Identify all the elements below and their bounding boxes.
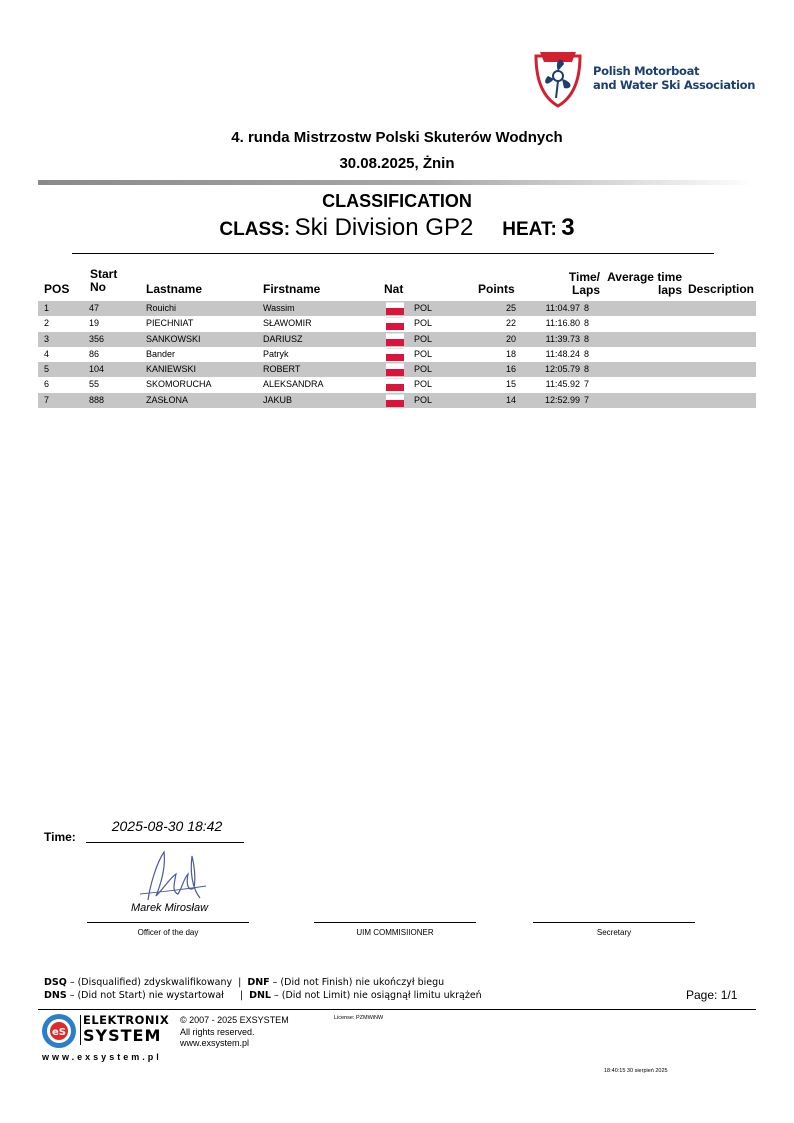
officer-sign-line [87,922,249,923]
cell-start: 888 [89,394,105,405]
header-time-laps [540,271,600,297]
cell-points: 25 [505,303,516,313]
legend-dns-code: DNS [44,990,67,1001]
cell-points: 15 [505,379,516,390]
cell-nat: POL [414,394,433,405]
header-divider [38,180,756,185]
brand-divider [80,1015,81,1045]
signature-graphic [130,848,210,908]
cell-laps: 8 [584,348,590,359]
association-logo [528,48,756,108]
officer-caption: Officer of the day [137,928,199,937]
poland-flag-icon [386,394,404,407]
header-pos: POS [44,282,70,296]
cell-pos: 7 [44,394,50,405]
class-line [0,214,794,242]
cell-laps: 8 [584,318,590,329]
cell-nat: POL [414,348,433,359]
results-table [38,301,756,408]
cell-firstname: DARIUSZ [263,333,303,344]
cell-time: 11:16.80 [545,318,580,329]
table-row [38,362,756,377]
brand-line2: SYSTEM [83,1026,162,1045]
legend-dnf-text: – (Did not Finish) nie ukończył biegu [269,977,445,988]
legend-dnl-code: DNL [249,990,271,1001]
poland-flag-icon [386,333,404,346]
cell-firstname: JAKUB [263,394,293,405]
header-firstname: Firstname [263,282,321,296]
legend-line1: DSQ – (Disqualified) zdyskwalifikowany | DNF – (Did not Finish) nie ukończył biegu [44,977,445,988]
officer-name: Marek Mirosław [131,902,209,914]
brand-line1: ELEKTRONIX [83,1013,170,1027]
event-title: 4. runda Mistrzostw Polski Skuterów Wodnych [231,129,563,146]
poland-flag-icon [386,317,404,330]
cell-start: 47 [89,303,100,313]
cell-firstname: ROBERT [263,364,301,375]
cell-points: 14 [505,394,516,405]
header-start [90,268,117,294]
cell-firstname: SŁAWOMIR [263,318,312,329]
cell-start: 19 [89,318,100,329]
cell-laps: 7 [584,394,590,405]
cell-start: 86 [89,348,100,359]
cell-firstname: Wassim [263,303,295,313]
legend-dnf-code: DNF [247,977,270,988]
secretary-caption: Secretary [596,928,632,937]
footer-divider [38,1009,756,1010]
header-average-line1: Average time [607,270,682,284]
cell-lastname: SANKOWSKI [146,333,201,344]
class-label: CLASS: [219,219,291,240]
header-nat: Nat [384,282,404,296]
cell-points: 16 [505,364,516,375]
time-underline [86,842,244,843]
cell-time: 12:52.99 [544,394,580,405]
time-value: 2025-08-30 18:42 [111,818,223,834]
svg-text:eS: eS [52,1027,66,1038]
poland-flag-icon [386,378,404,391]
cell-nat: POL [414,364,433,375]
legend-line2: DNS – (Did not Start) nie wystartował | DNL – (Did not Limit) nie osiągnął limitu ukrążeń [44,990,482,1001]
cell-firstname: Patryk [263,348,289,359]
cell-lastname: KANIEWSKI [146,364,197,375]
uim-caption: UIM COMMISIIONER [356,928,434,937]
print-timestamp: 18:40:15 30 sierpień 2025 [604,1068,668,1074]
header-average-line2: laps [657,283,682,297]
cell-pos: 4 [44,348,50,359]
cell-start: 55 [89,379,100,390]
table-row [38,377,756,392]
cell-pos: 1 [44,303,50,313]
propeller-shield-icon [528,48,588,108]
cell-laps: 7 [584,379,590,390]
cell-laps: 8 [584,303,590,313]
cell-lastname: SKOMORUCHA [146,379,212,390]
cell-time: 12:05.79 [544,364,580,375]
cell-firstname: ALEKSANDRA [263,379,324,390]
table-row [38,332,756,347]
secretary-sign-line [533,922,695,923]
classification-heading: CLASSIFICATION [322,191,472,211]
cell-nat: POL [414,303,433,313]
copyright: © 2007 - 2025 EXSYSTEM [180,1015,289,1025]
cell-time: 11:48.24 [545,348,580,359]
title-separator [72,253,714,254]
legend-dsq-text: – (Disqualified) zdyskwalifikowany [66,977,233,988]
cell-lastname: Bander [146,348,176,359]
cell-pos: 5 [44,364,50,375]
cell-pos: 6 [44,379,50,390]
association-name-line1: Polish Motorboat [593,64,700,78]
heat-value: 3 [561,214,575,241]
time-label: Time: [44,830,76,844]
cell-points: 20 [505,333,516,344]
cell-lastname: ZASŁONA [146,394,189,405]
header-average [600,271,682,297]
site-link: www.exsystem.pl [180,1038,250,1048]
cell-points: 18 [505,348,516,359]
header-time-line2: Laps [571,283,600,297]
heat-label: HEAT: [502,219,557,240]
table-row [38,347,756,362]
legend-dns-text: – (Did not Start) nie wystartował [66,990,224,1001]
poland-flag-icon [386,348,404,361]
uim-sign-line [314,922,476,923]
table-row [38,301,756,316]
cell-laps: 8 [584,364,590,375]
cell-start: 104 [89,364,105,375]
cell-pos: 3 [44,333,50,344]
cell-time: 11:39.73 [545,333,580,344]
cell-time: 11:04.97 [545,303,580,313]
legend-dsq-code: DSQ [44,977,67,988]
page-number: Page: 1/1 [686,988,738,1002]
license: License: PZMWiNW [334,1015,384,1021]
header-start-line2: No [90,280,106,294]
cell-lastname: PIECHNIAT [146,318,194,329]
poland-flag-icon [386,363,404,376]
cell-nat: POL [414,333,433,344]
header-time-line1: Time/ [568,270,600,284]
header-points: Points [478,282,515,296]
cell-points: 22 [505,318,516,329]
copyright-block [180,1015,289,1050]
es-circle-icon [40,1012,78,1050]
rights: All rights reserved. [180,1026,255,1037]
cell-laps: 8 [584,333,590,344]
legend-dnl-text: – (Did not Limit) nie osiągnął limitu ukrążeń [270,990,482,1001]
class-value: Ski Division GP2 [294,214,474,241]
cell-time: 11:45.92 [545,379,580,390]
poland-flag-icon [386,302,404,315]
association-name-line2: and Water Ski Association [593,78,756,92]
cell-lastname: Rouichi [146,303,177,313]
header-description: Description [688,282,755,296]
table-row [38,393,756,408]
cell-pos: 2 [44,318,50,329]
header-start-line1: Start [90,267,118,281]
exsystem-brand [83,1014,169,1044]
table-row [38,316,756,331]
cell-start: 356 [89,333,105,344]
event-date: 30.08.2025, Żnin [339,155,455,172]
cell-nat: POL [414,318,433,329]
brand-url: www.exsystem.pl [42,1052,162,1062]
cell-nat: POL [414,379,433,390]
header-lastname: Lastname [146,282,203,296]
